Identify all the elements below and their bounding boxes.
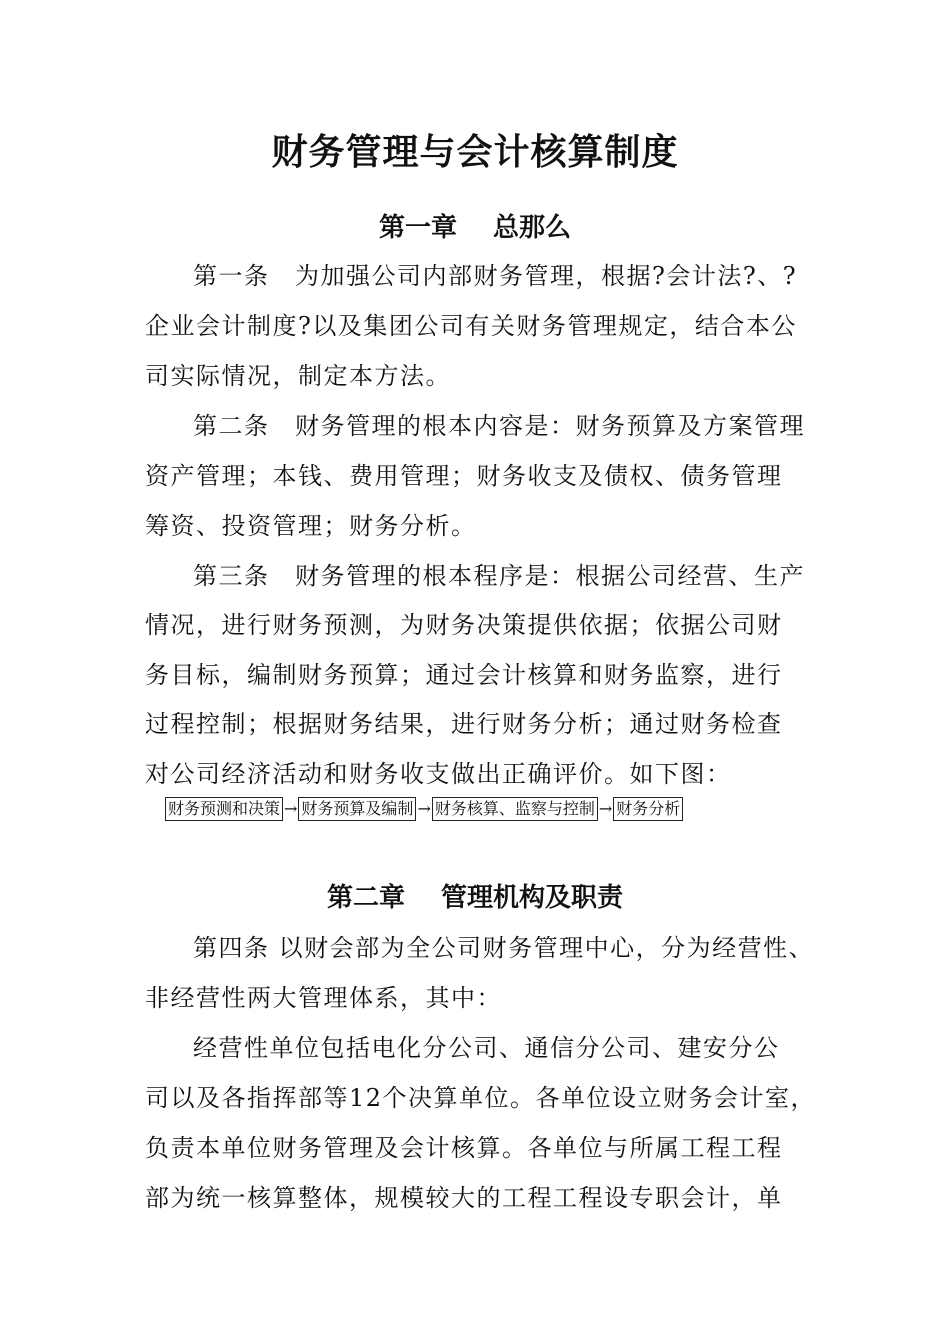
chapter-2-heading [0,880,950,916]
paragraph-line: 司实际情况，制定本方法。 [145,362,451,390]
chapter-1-name: 总那么 [493,213,572,243]
document-title: 财务管理与会计核算制度 [271,131,679,173]
paragraph-line: 第二条 财务管理的根本内容是：财务预算及方案管理 [193,412,805,440]
paragraph-line: 第四条 以财会部为全公司财务管理中心，分为经营性、 [193,934,815,962]
paragraph-line: 务目标，编制财务预算；通过会计核算和财务监察，进行 [145,661,783,689]
chapter-2-number: 第二章 [326,883,405,913]
flow-arrow-icon: → [284,799,298,818]
paragraph-line: 过程控制；根据财务结果，进行财务分析；通过财务检查 [145,710,783,738]
chapter-2-name: 管理机构及职责 [441,883,624,913]
process-flow-diagram [165,796,683,822]
paragraph-line: 负责本单位财务管理及会计核算。各单位与所属工程工程 [145,1134,783,1162]
flow-step-budget: 财务预算及编制 [298,797,416,821]
paragraph-line: 部为统一核算整体，规模较大的工程工程设专职会计，单 [145,1184,783,1212]
paragraph-line: 非经营性两大管理体系，其中： [145,984,502,1012]
flow-arrow-icon: → [417,799,431,818]
chapter-1-heading [0,210,950,246]
paragraph-line: 情况，进行财务预测，为财务决策提供依据；依据公司财 [145,611,783,639]
paragraph-line: 对公司经济活动和财务收支做出正确评价。如下图： [145,760,732,788]
flow-step-analysis: 财务分析 [613,797,683,821]
paragraph-line: 第三条 财务管理的根本程序是：根据公司经营、生产 [193,562,805,590]
paragraph-line: 第一条 为加强公司内部财务管理，根据?会计法?、? [193,262,798,290]
paragraph-line: 司以及各指挥部等12个决算单位。各单位设立财务会计室， [145,1084,817,1112]
chapter-1-number: 第一章 [378,213,457,243]
paragraph-line: 企业会计制度?以及集团公司有关财务管理规定，结合本公 [145,312,797,340]
flow-step-accounting: 财务核算、监察与控制 [432,797,598,821]
flow-step-forecast: 财务预测和决策 [165,797,283,821]
paragraph-line: 筹资、投资管理；财务分析。 [145,512,477,540]
paragraph-line: 资产管理；本钱、费用管理；财务收支及债权、债务管理 [145,462,783,490]
flow-arrow-icon: → [598,799,613,818]
paragraph-line: 经营性单位包括电化分公司、通信分公司、建安分公 [193,1034,780,1062]
